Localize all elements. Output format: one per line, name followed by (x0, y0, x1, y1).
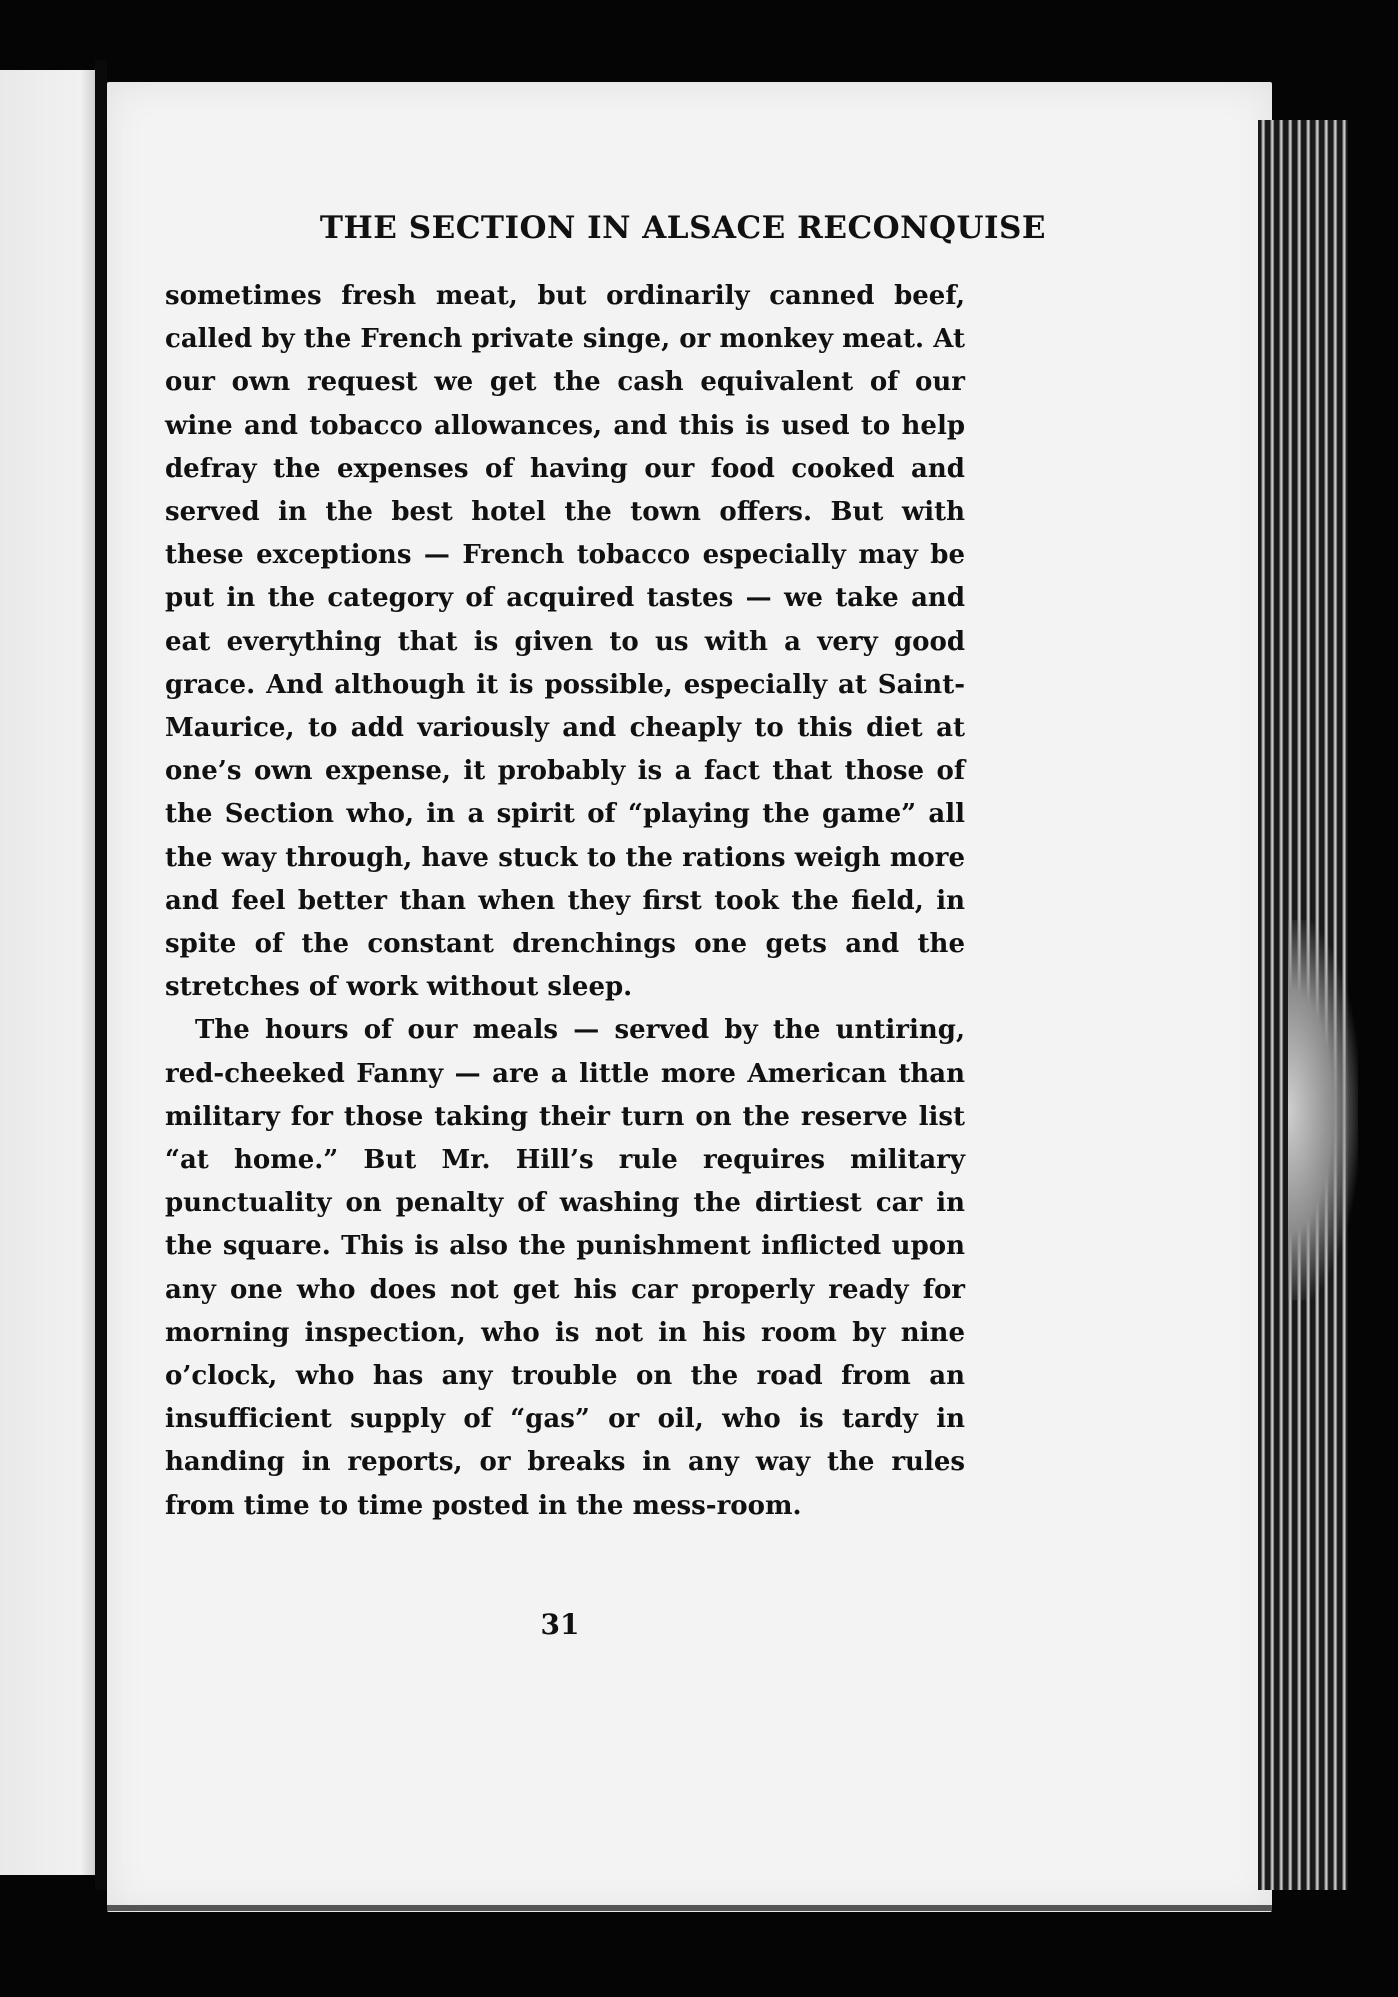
page-body (165, 275, 965, 1528)
running-header: THE SECTION IN ALSACE RECONQUISE (319, 210, 1047, 246)
paragraph: The hours of our meals — served by the untiring, red-cheeked Fanny — are a little more American than military for those taking their turn on the reserve list “at home.” But Mr. Hill’s rule requires military punctuality on penalty of washing the dirtiest car in the square. This is also the punishment inflicted upon any one who does not get his car properly ready for morning inspection, who is not in his room by nine o’clock, who has any trouble on the road from an insufficient supply of “gas” or oil, who is tardy in handing in reports, or breaks in any way the rules from time to time posted in the mess-room. (165, 1015, 965, 1521)
page-edges (1258, 120, 1348, 1890)
binding-gutter (95, 60, 107, 1890)
page-bottom-edge (107, 1905, 1272, 1911)
page-number: 31 (540, 1608, 580, 1641)
left-page-margin (0, 70, 95, 1875)
paragraph: sometimes fresh meat, but ordinarily canned beef, called by the French private singe, or monkey meat. At our own request we get the cash equivalent of our wine and tobacco allowances, and this is used to help defray the expenses of having our food cooked and served in the best hotel the town offers. But with these exceptions — French tobacco especially may be put in the category of acquired tastes — we take and eat everything that is given to us with a very good grace. And although it is possible, especially at Saint-Maurice, to add variously and cheaply to this diet at one’s own expense, it probably is a fact that those of the Section who, in a spirit of “playing the game” all the way through, have stuck to the rations weigh more and feel better than when they first took the field, in spite of the constant drenchings one gets and the stretches of work without sleep. (165, 281, 965, 1003)
